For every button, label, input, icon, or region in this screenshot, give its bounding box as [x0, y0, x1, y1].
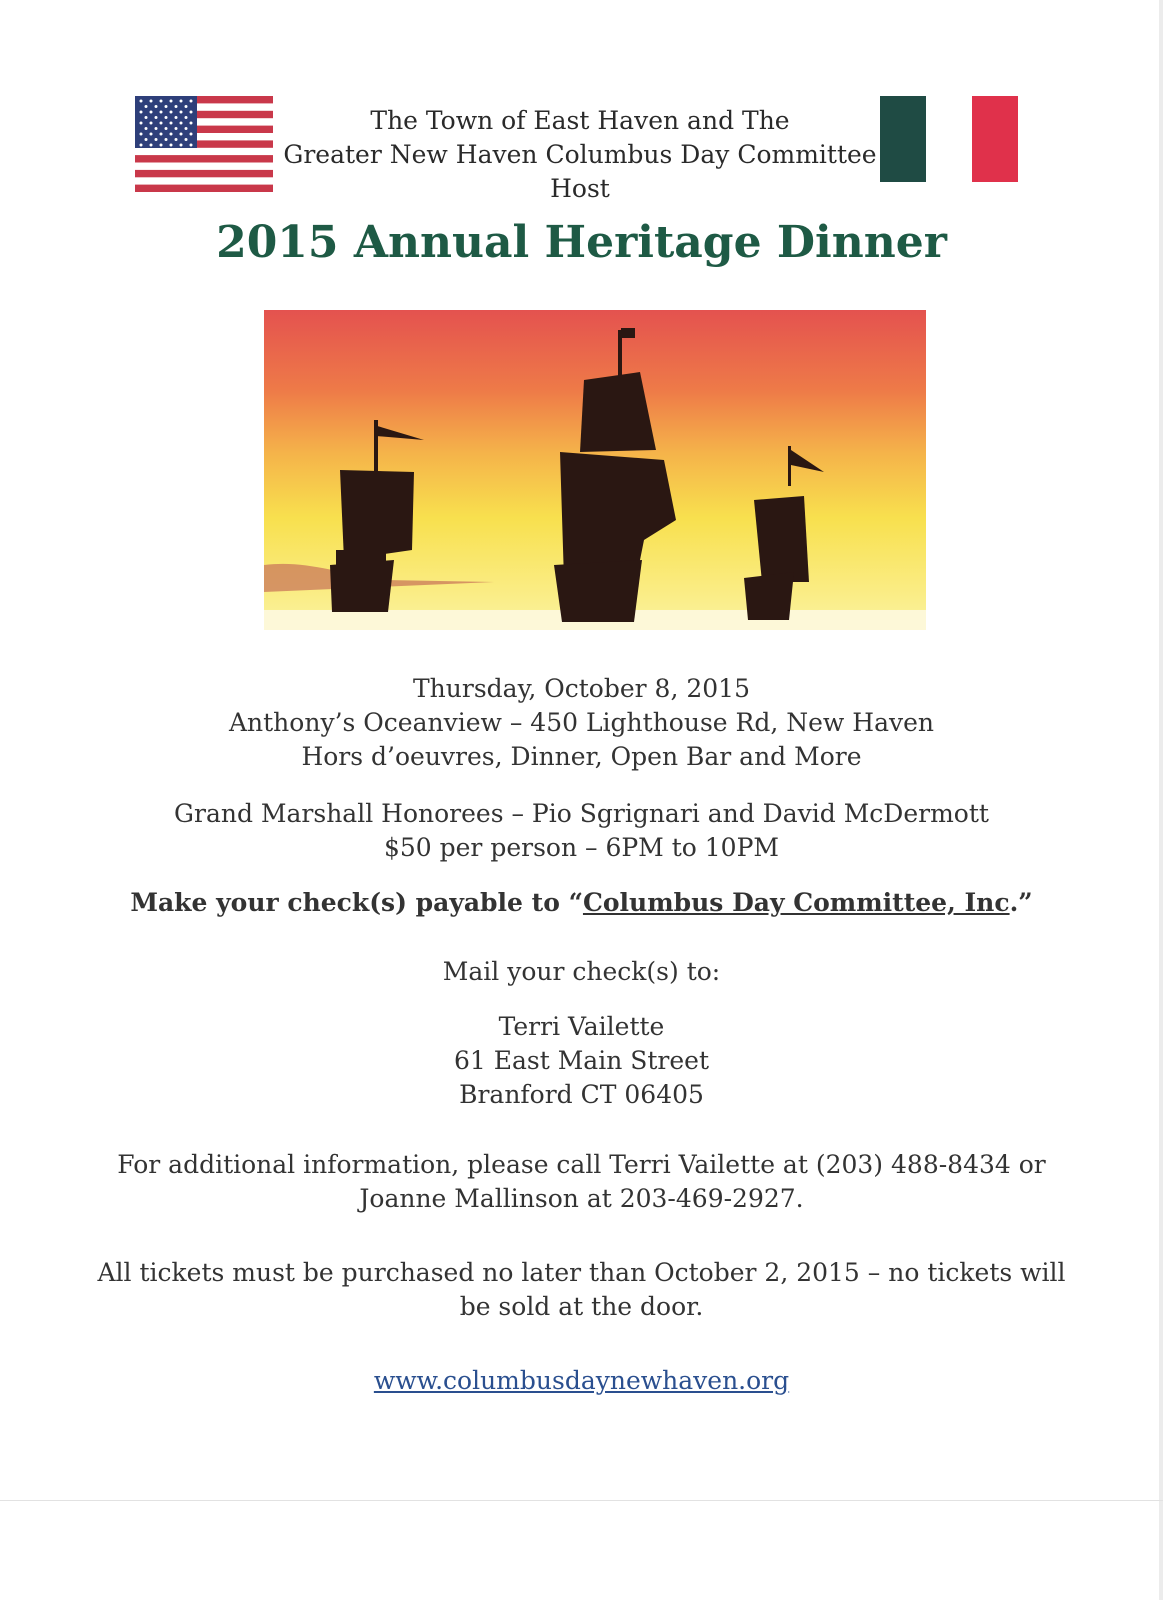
host-line-1: The Town of East Haven and The: [370, 106, 790, 135]
host-line-3: Host: [550, 174, 610, 203]
payment-instructions: [60, 886, 1103, 920]
event-venue: Anthony’s Oceanview – 450 Lighthouse Rd, New Haven: [228, 708, 934, 737]
page-bottom-line: [0, 1500, 1163, 1501]
deadline-line-2: be sold at the door.: [459, 1292, 704, 1321]
flag-white-band: [926, 96, 972, 182]
mail-name: Terri Vailette: [498, 1012, 665, 1041]
event-price-time: $50 per person – 6PM to 10PM: [383, 833, 780, 862]
italian-flag-icon: [880, 96, 1018, 182]
payee-name: Columbus Day Committee, Inc: [582, 888, 1010, 917]
host-header: [270, 104, 890, 206]
host-line-2: Greater New Haven Columbus Day Committee: [283, 140, 877, 169]
website-row: [60, 1364, 1103, 1398]
mail-street: 61 East Main Street: [453, 1046, 710, 1075]
flag-red-band: [972, 96, 1018, 182]
event-date: Thursday, October 8, 2015: [413, 674, 750, 703]
page-title: 2015 Annual Heritage Dinner: [216, 217, 947, 268]
event-honorees: Grand Marshall Honorees – Pio Sgrignari and David McDermott: [174, 799, 989, 828]
info-line-2: Joanne Mallinson at 203-469-2927.: [359, 1184, 804, 1213]
mail-heading: Mail your check(s) to:: [442, 957, 721, 986]
info-line-1: For additional information, please call Terri Vailette at (203) 488-8434 or: [117, 1150, 1046, 1179]
payment-prefix: Make your check(s) payable to “: [130, 888, 583, 917]
event-offerings: Hors d’oeuvres, Dinner, Open Bar and More: [301, 742, 862, 771]
payment-suffix: .”: [1009, 888, 1033, 917]
mail-city: Branford CT 06405: [459, 1080, 704, 1109]
website-link[interactable]: www.columbusdaynewhaven.org: [373, 1366, 790, 1395]
american-flag-icon: [135, 96, 273, 192]
deadline-line-1: All tickets must be purchased no later than October 2, 2015 – no tickets will: [97, 1258, 1066, 1287]
ships-sunset-image: [264, 310, 926, 630]
scan-edge: [1159, 0, 1163, 1600]
